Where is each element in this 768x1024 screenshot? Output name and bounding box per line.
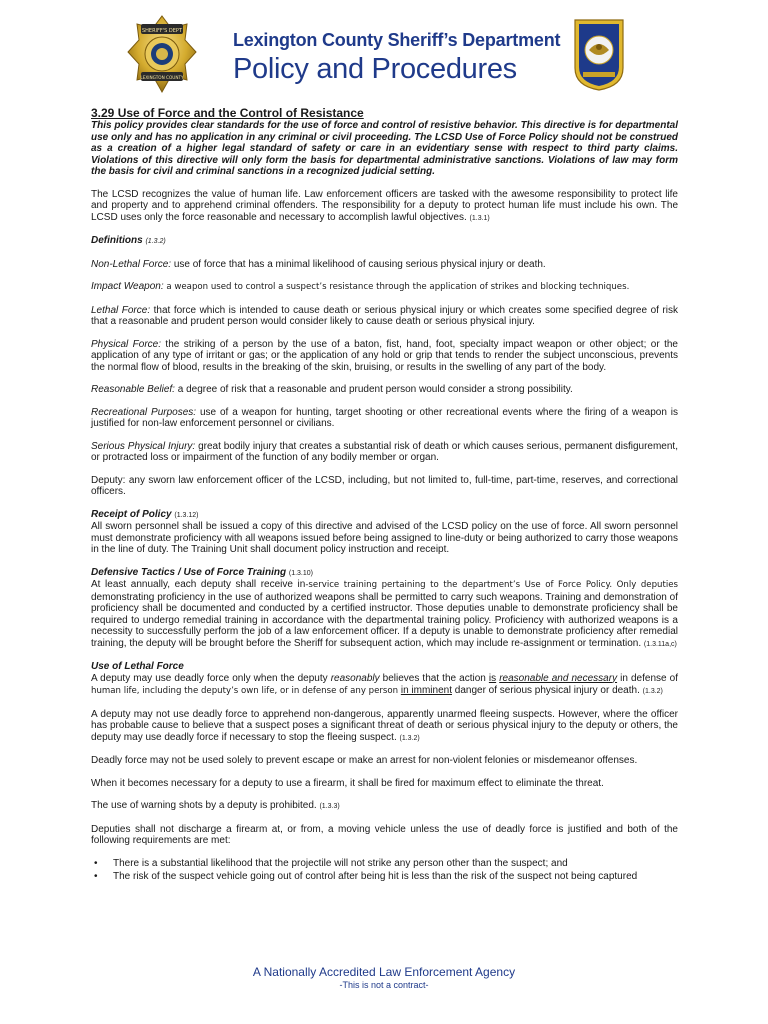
lethal-force-paragraph-6: Deputies shall not discharge a firearm at, or from, a moving vehicle unless the use of deadly force is justified and both of the following requirements are met:	[91, 823, 678, 846]
svg-text:LEXINGTON COUNTY: LEXINGTON COUNTY	[140, 75, 184, 80]
contract-disclaimer: -This is not a contract-	[339, 980, 429, 990]
lethal-force-paragraph-5: The use of warning shots by a deputy is prohibited. (1.3.3)	[91, 800, 340, 811]
definition-serious-physical-injury: Serious Physical Injury: great bodily injury that creates a substantial risk of death or which causes serious, permanent disfigurement, or protracted loss or impairment of the function of any bodily member or organ.	[91, 440, 678, 463]
training-text: At least annually, each deputy shall receive in-service training pertaining to the department’s Use of Force Policy. Only deputies demonstrating proficiency in the use of authorized weapons shall be permitted to carry such weapons. Training and demonstration of proficiency shall be documented and conducted by a certified instructor. Those deputies unable to demonstrate proficiency shall be required to undergo remedial training in accordance with the departmental training policy. Proficiency with authorized weapons is a necessity to successfully perform the job of a law enforcement officer. If a deputy is unable to demonstrate proficiency after remedial training, the deputy will be brought before the Sheriff for subsequent action, which may include re-assignment or termination. (1.3.11a,c)	[91, 579, 679, 649]
definitions-heading: Definitions (1.3.2)	[91, 235, 166, 246]
paragraph-lcsd-value: The LCSD recognizes the value of human life. Law enforcement officers are tasked with the awesome responsibility to protect life and property and to apprehend criminal offenders. The responsibility for a deputy to protect human life must include his own. The LCSD uses only the force reasonable and necessary to accomplish lawful objectives. (1.3.1)	[91, 188, 678, 223]
page-header	[0, 0, 768, 104]
document-title: Policy and Procedures	[233, 53, 517, 85]
definition-deputy: Deputy: any sworn law enforcement officer of the LCSD, including, but not limited to, full-time, part-time, reserves, and correctional officers.	[91, 474, 678, 497]
lethal-force-paragraph-1: A deputy may use deadly force only when the deputy reasonably believes that the action is reasonable and necessary in defense of human life, including the deputy’s own life, or in defense of any person in imminent danger of serious physical injury or death. (1.3.2)	[91, 672, 678, 696]
lethal-force-paragraph-4: When it becomes necessary for a deputy to use a firearm, it shall be fired for maximum effect to eliminate the threat.	[91, 777, 604, 789]
policy-content	[91, 106, 678, 885]
page-footer	[0, 965, 768, 990]
svg-text:SHERIFF'S DEPT: SHERIFF'S DEPT	[141, 28, 183, 34]
list-item: • The risk of the suspect vehicle going out of control after being hit is less than the risk of the suspect not being captured	[113, 871, 678, 883]
accreditation-seal-icon	[571, 16, 627, 92]
department-name: Lexington County Sheriff’s Department	[233, 30, 561, 50]
sheriff-badge-icon	[127, 14, 197, 94]
definition-recreational-purposes: Recreational Purposes: use of a weapon for hunting, target shooting or other recreational events where the firing of a weapon is justified for non-law enforcement personnel or civilians.	[91, 406, 678, 429]
definition-impact-weapon: Impact Weapon: a weapon used to control a suspect’s resistance through the application of strikes and blocking techniques.	[91, 281, 630, 292]
definition-non-lethal-force: Non-Lethal Force: use of force that has a minimal likelihood of causing serious physical injury or death.	[91, 258, 546, 270]
moving-vehicle-requirements	[91, 858, 678, 883]
training-heading: Defensive Tactics / Use of Force Training (1.3.10)	[91, 566, 313, 578]
lethal-force-paragraph-3: Deadly force may not be used solely to prevent escape or make an arrest for non-violent felonies or misdemeanor offenses.	[91, 755, 638, 766]
section-title: 3.29 Use of Force and the Control of Resistance	[91, 106, 364, 120]
receipt-text: All sworn personnel shall be issued a copy of this directive and advised of the LCSD policy on the use of force. All sworn personnel must demonstrate proficiency with all weapons issued before being assigned to line-duty or being authorized to carry those weapons in the line of duty. The Training Unit shall document policy instruction and receipt.	[91, 521, 678, 555]
lethal-force-paragraph-2: A deputy may not use deadly force to apprehend non-dangerous, apparently unarmed fleeing suspects. However, where the officer has probable cause to believe that a suspect poses a significant threat of death or serious physical injury to the deputy or others, the deputy may use deadly force if necessary to stop the fleeing suspect. (1.3.2)	[91, 708, 678, 743]
lethal-force-heading: Use of Lethal Force	[91, 661, 184, 672]
accreditation-line: A Nationally Accredited Law Enforcement Agency	[252, 965, 516, 979]
receipt-heading: Receipt of Policy (1.3.12)	[91, 508, 199, 520]
definition-lethal-force: Lethal Force: that force which is intended to cause death or serious physical injury or which creates some specified degree of risk that a reasonable and prudent person would consider likely to cause death or serious physical injury.	[91, 304, 678, 327]
definition-physical-force: Physical Force: the striking of a person by the use of a baton, fist, hand, foot, specialty impact weapon or other object; or the application of any type of irritant or gas; or the application of any hold or grip that tends to render the subject unconscious, prevents the normal flow of blood, results in the breaking of the skin, bruising, or results in the swelling of any part of the body.	[91, 338, 678, 373]
list-item: • There is a substantial likelihood that the projectile will not strike any person other than the suspect; and	[113, 858, 678, 870]
definition-reasonable-belief: Reasonable Belief: a degree of risk that a reasonable and prudent person would consider a strong possibility.	[91, 384, 573, 395]
policy-intro: This policy provides clear standards for the use of force and control of resistive behavior. This directive is for departmental use only and has no application in any criminal or civil proceeding. The LCSD Use of Force Policy should not be construed as a creation of a higher legal standard of safety or care in an evidentiary sense with respect to third party claims. Violations of this directive will only form the basis for departmental administrative sanctions. Violations of law may form the basis for civil and criminal sanctions in a recognized judicial setting.	[91, 120, 678, 177]
